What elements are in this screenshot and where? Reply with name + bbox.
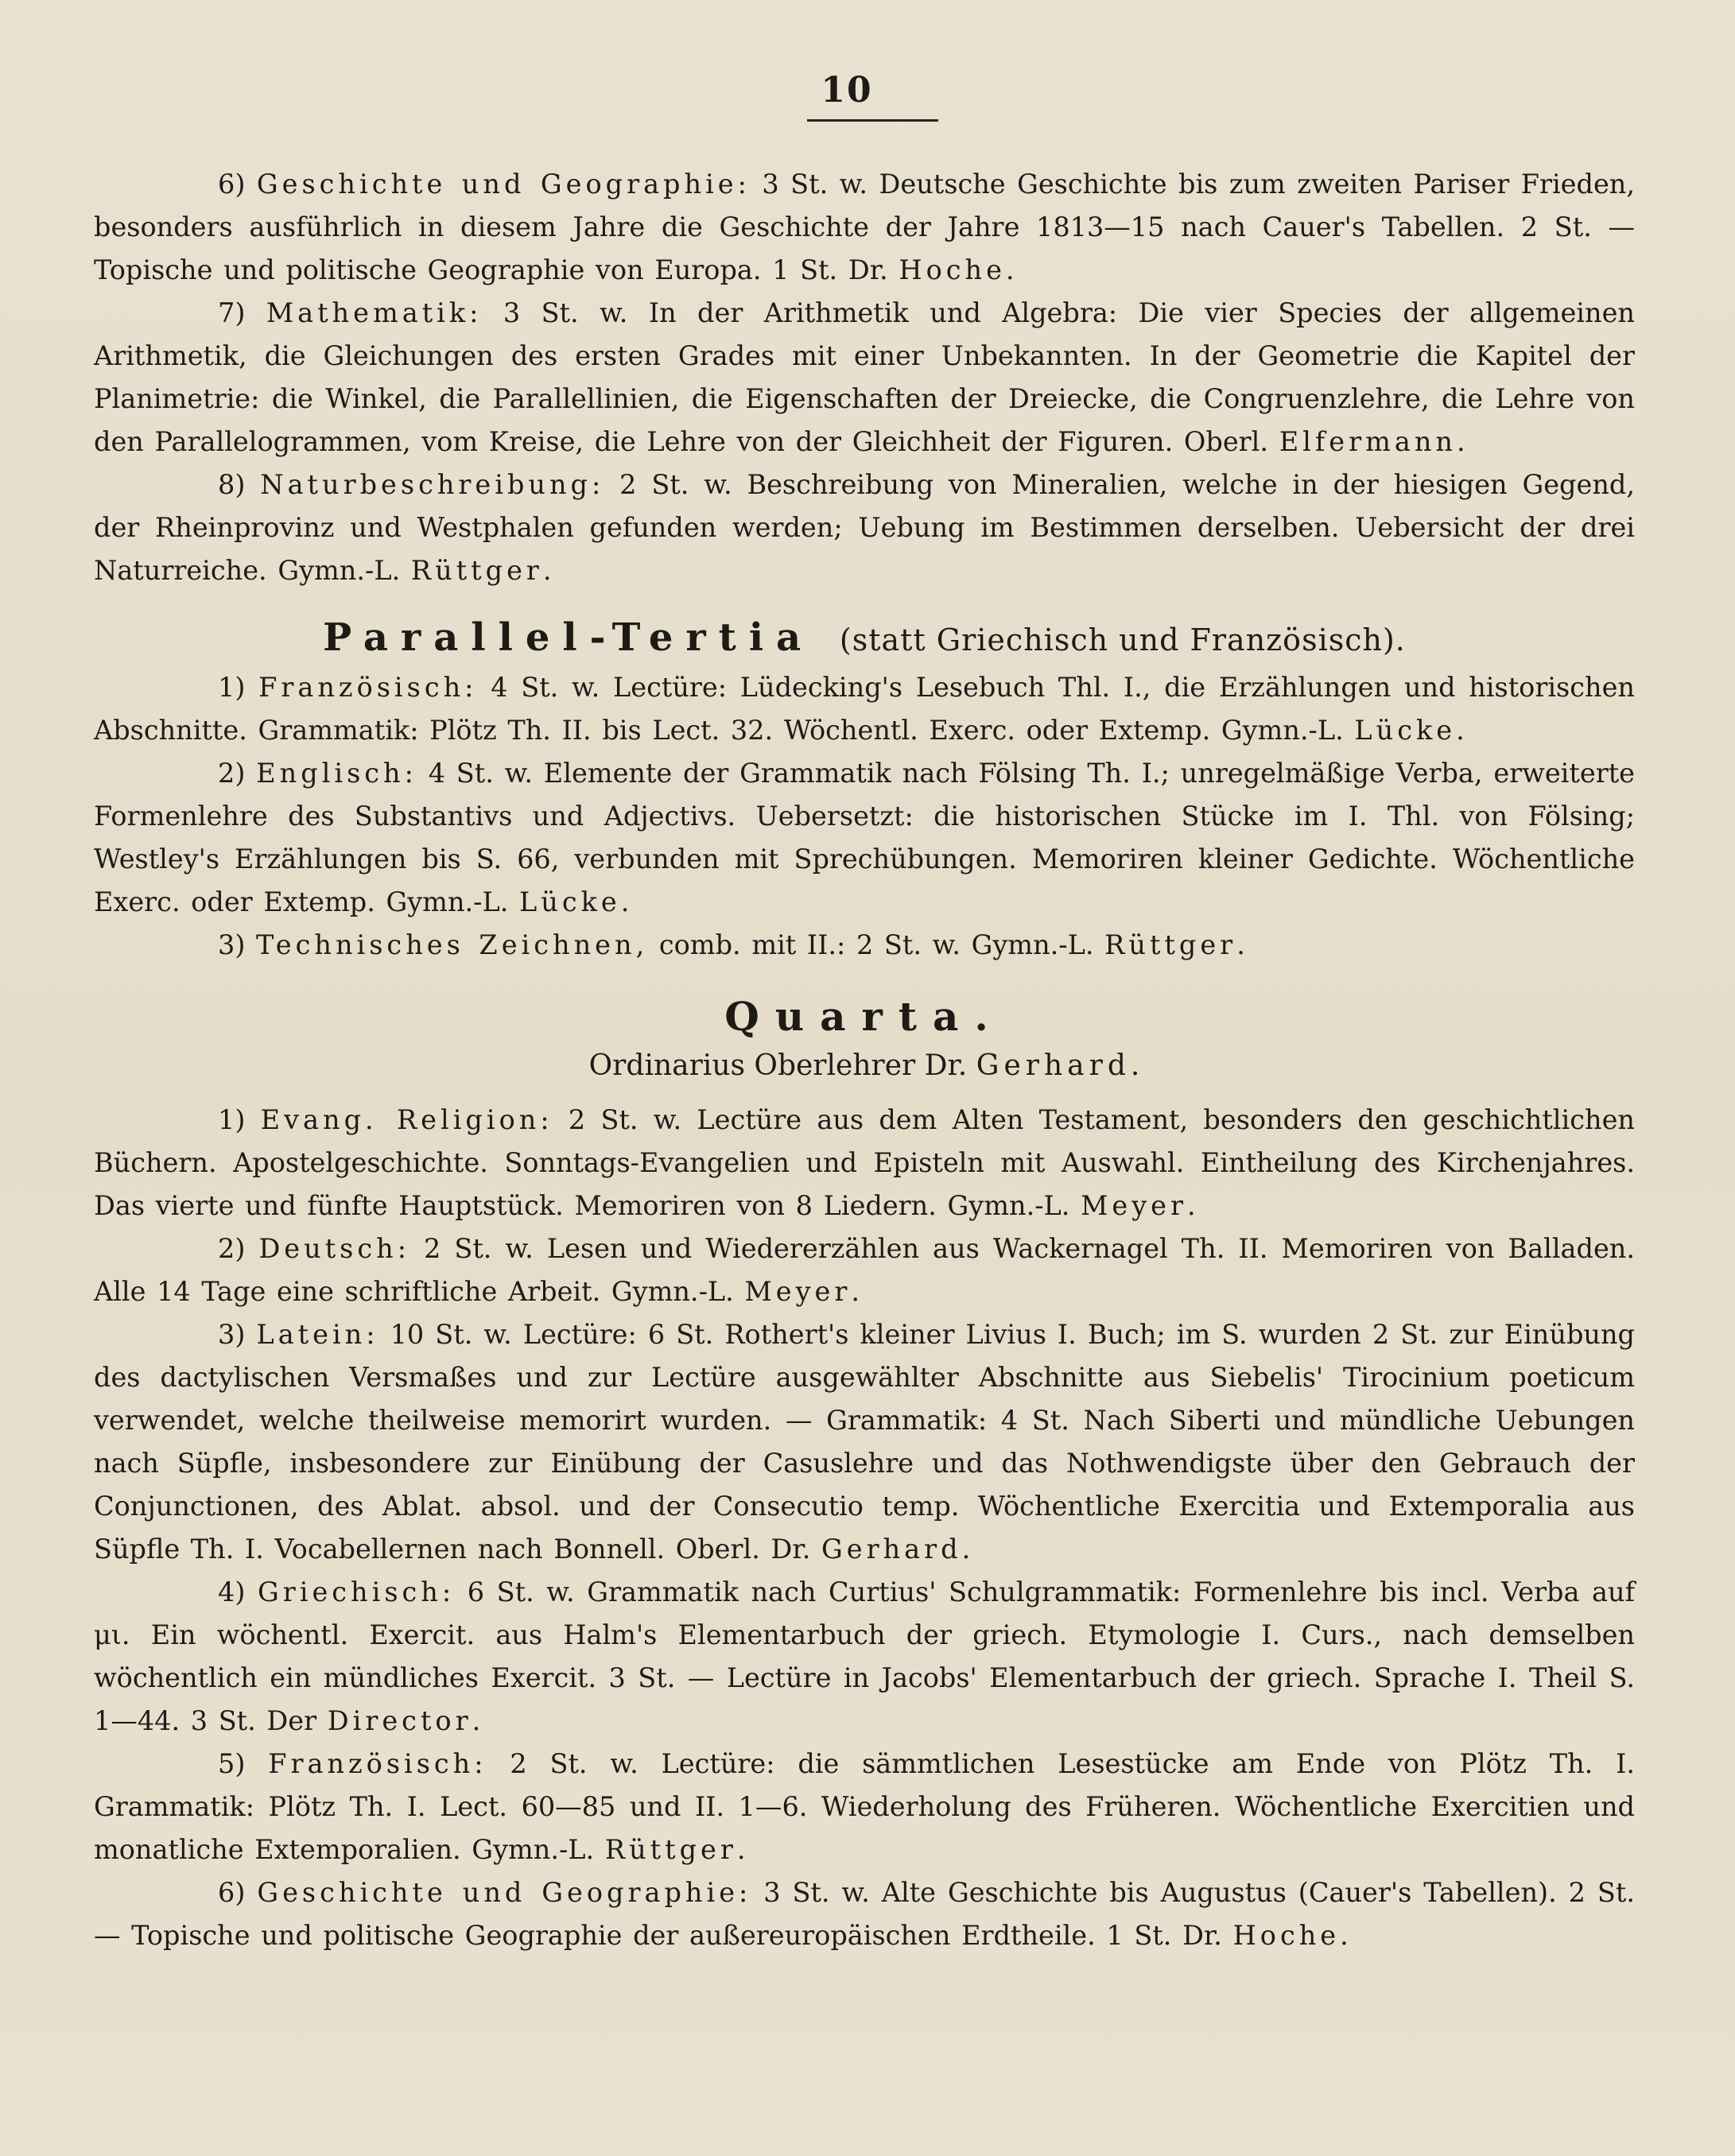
teacher: Director <box>327 1705 472 1736</box>
teacher: Rüttger <box>410 555 543 586</box>
teacher: Hoche <box>1232 1920 1341 1951</box>
subject: Geschichte und Geographie: <box>257 1877 752 1908</box>
teacher: Elfermann <box>1279 426 1457 457</box>
subject: Englisch: <box>256 758 417 789</box>
subject: Griechisch: <box>257 1576 456 1607</box>
subject: Evang. Religion: <box>260 1104 553 1135</box>
item-number: 8) <box>218 469 246 500</box>
teacher: Hoche <box>899 254 1006 285</box>
teacher: Rüttger <box>604 1834 737 1865</box>
subject: Deutsch: <box>258 1233 410 1264</box>
teacher: Lücke <box>519 886 621 917</box>
paragraph-text: 3 St. w. Deutsche Geschichte bis zum zweiten Pariser Frieden, besonders ausführlich in diesem Jahre die Geschichte der Jahre 1813—15 nach Cauer's Tabellen. 2 St. — Topische und politische Geographie von Europa. 1 St. Dr. <box>94 169 1636 285</box>
page-content <box>94 163 1635 1957</box>
paragraph-text: 4 St. w. Lectüre: Lüdecking's Lesebuch Thl. I., die Erzählungen und historischen Abschnitte. Grammatik: Plötz Th. II. bis Lect. 32. Wöchentl. Exerc. oder Extemp. Gymn.-L. <box>94 672 1635 746</box>
subject: Technisches Zeichnen, <box>256 929 649 960</box>
paragraph-text: 3 St. w. In der Arithmetik und Algebra: Die vier Species der allgemeinen Arithmetik, die Gleichungen des ersten Grades mit einer Unbekannten. In der Geometrie die Kapitel der Planimetrie: die Winkel, die Parallellinien, die Eigenschaften der Dreiecke, die Congruenzlehre, die Lehre von den Parallelogrammen, vom Kreise, die Lehre von der Gleichheit der Figuren. Oberl. <box>94 297 1635 457</box>
paragraph-naturbeschreibung: 8) Naturbeschreibung: 2 St. w. Beschreibung von Mineralien, welche in der hiesigen Gegend, der Rheinprovinz und Westphalen gefunden werden; Uebung im Bestimmen derselben. Uebersicht der drei Naturreiche. Gymn.-L. Rüttger. <box>94 469 1635 586</box>
item-number: 6) <box>218 1877 246 1908</box>
item-number: 2) <box>218 758 246 789</box>
paragraph-franzoesisch-quarta: 5) Französisch: 2 St. w. Lectüre: die sämmtlichen Lesestücke am Ende von Plötz Th. I. Grammatik: Plötz Th. I. Lect. 60—85 und II. 1—6. Wiederholung des Früheren. Wöchentliche Exercitien und monatliche Extemporalien. Gymn.-L. Rüttger. <box>94 1748 1635 1865</box>
item-number: 6) <box>218 169 246 200</box>
teacher: Gerhard <box>821 1534 962 1565</box>
teacher: Meyer <box>1081 1190 1188 1221</box>
paragraph-englisch: 2) Englisch: 4 St. w. Elemente der Grammatik nach Fölsing Th. I.; unregelmäßige Verba, erweiterte Formenlehre des Substantivs und Adjectivs. Uebersetzt: die historischen Stücke im I. Thl. von Fölsing; Westley's Erzählungen bis S. 66, verbunden mit Sprechübungen. Memoriren kleiner Gedichte. Wöchentliche Exerc. oder Extemp. Gymn.-L. Lücke. <box>94 758 1635 917</box>
item-number: 2) <box>218 1233 246 1264</box>
subject: Latein: <box>256 1319 379 1350</box>
page-number: 10 <box>821 70 873 111</box>
item-number: 1) <box>218 1104 246 1135</box>
item-number: 3) <box>218 1319 246 1350</box>
paragraph-text: 2 St. w. Lectüre aus dem Alten Testament, besonders den geschichtlichen Büchern. Apostelgeschichte. Sonntags-Evangelien und Episteln mit Auswahl. Eintheilung des Kirchenjahres. Das vierte und fünfte Hauptstück. Memoriren von 8 Liedern. Gymn.-L. <box>94 1104 1635 1221</box>
section-title: Parallel-Tertia <box>323 615 814 660</box>
paragraph-franzoesisch-parallel: 1) Französisch: 4 St. w. Lectüre: Lüdecking's Lesebuch Thl. I., die Erzählungen und historischen Abschnitte. Grammatik: Plötz Th. II. bis Lect. 32. Wöchentl. Exerc. oder Extemp. Gymn.-L. Lücke. <box>94 672 1635 746</box>
item-number: 7) <box>218 297 246 328</box>
item-number: 5) <box>218 1748 246 1779</box>
paragraph-geschichte-quarta: 6) Geschichte und Geographie: 3 St. w. Alte Geschichte bis Augustus (Cauer's Tabellen). 2 St. — Topische und politische Geographie der außereuropäischen Erdtheile. 1 St. Dr. Hoche. <box>94 1877 1635 1951</box>
section-heading-quarta: Quarta. <box>724 993 1004 1040</box>
paragraph-text: 10 St. w. Lectüre: 6 St. Rothert's kleiner Livius I. Buch; im S. wurden 2 St. zur Einübung des dactylischen Versmaßes und zur Lectüre ausgewählter Abschnitte aus Siebelis' Tirocinium poeticum verwendet, welche theilweise memorirt wurden. — Grammatik: 4 St. Nach Siberti und mündliche Uebungen nach Süpfle, insbesondere zur Einübung der Casuslehre und das Nothwendigste über den Gebrauch der Conjunctionen, des Ablat. absol. und der Consecutio temp. Wöchentliche Exercitia und Extemporalia aus Süpfle Th. I. Vocabellernen nach Bonnell. Oberl. Dr. <box>94 1319 1635 1565</box>
paragraph-deutsch: 2) Deutsch: 2 St. w. Lesen und Wiedererzählen aus Wackernagel Th. II. Memoriren von Balladen. Alle 14 Tage eine schriftliche Arbeit. Gymn.-L. Meyer. <box>94 1233 1635 1307</box>
paragraph-text: 2 St. w. Lectüre: die sämmtlichen Lesestücke am Ende von Plötz Th. I. Grammatik: Plötz Th. I. Lect. 60—85 und II. 1—6. Wiederholung des Früheren. Wöchentliche Exercitien und monatliche Extemporalien. Gymn.-L. <box>94 1748 1635 1865</box>
ordinarius-prefix: Ordinarius Oberlehrer Dr. <box>588 1049 968 1082</box>
paragraph-technisches-zeichnen: 3) Technisches Zeichnen, comb. mit II.: 2 St. w. Gymn.-L. Rüttger. <box>218 929 1245 960</box>
paragraph-text: 6 St. w. Grammatik nach Curtius' Schulgrammatik: Formenlehre bis incl. Verba auf μι. Ein wöchentl. Exercit. aus Halm's Elementarbuch der griech. Etymologie I. Curs., nach demselben wöchentlich ein mündliches Exercit. 3 St. — Lectüre in Jacobs' Elementarbuch der griech. Sprache I. Theil S. 1—44. 3 St. Der <box>94 1576 1635 1736</box>
item-number: 1) <box>218 672 246 703</box>
subject: Französisch: <box>258 672 478 703</box>
ordinarius-name: Gerhard <box>976 1049 1131 1082</box>
paragraph-text: 2 St. w. Beschreibung von Mineralien, welche in der hiesigen Gegend, der Rheinprovinz und Westphalen gefunden werden; Uebung im Bestimmen derselben. Uebersicht der drei Naturreiche. Gymn.-L. <box>94 469 1635 586</box>
section-heading-parallel-tertia <box>94 616 1635 661</box>
page-number-rule <box>807 119 938 122</box>
paragraph-geschichte-tertia: 6) Geschichte und Geographie: 3 St. w. Deutsche Geschichte bis zum zweiten Pariser Frieden, besonders ausführlich in diesem Jahre die Geschichte der Jahre 1813—15 nach Cauer's Tabellen. 2 St. — Topische und politische Geographie von Europa. 1 St. Dr. Hoche. <box>94 169 1636 285</box>
subject: Naturbeschreibung: <box>260 469 605 500</box>
item-number: 3) <box>218 929 246 960</box>
subject: Französisch: <box>268 1748 487 1779</box>
teacher: Lücke <box>1354 715 1457 746</box>
subject: Geschichte und Geographie: <box>256 169 751 200</box>
item-number: 4) <box>218 1576 246 1607</box>
paragraph-text: 3 St. w. Alte Geschichte bis Augustus (Cauer's Tabellen). 2 St. — Topische und politische Geographie der außereuropäischen Erdtheile. 1 St. Dr. <box>94 1877 1635 1951</box>
paragraph-latein: 3) Latein: 10 St. w. Lectüre: 6 St. Rothert's kleiner Livius I. Buch; im S. wurden 2 St. zur Einübung des dactylischen Versmaßes und zur Lectüre ausgewählter Abschnitte aus Siebelis' Tirocinium poeticum verwendet, welche theilweise memorirt wurden. — Grammatik: 4 St. Nach Siberti und mündliche Uebungen nach Süpfle, insbesondere zur Einübung der Casuslehre und das Nothwendigste über den Gebrauch der Conjunctionen, des Ablat. absol. und der Consecutio temp. Wöchentliche Exercitia und Extemporalia aus Süpfle Th. I. Vocabellernen nach Bonnell. Oberl. Dr. Gerhard. <box>94 1319 1635 1565</box>
paragraph-text: comb. mit II.: 2 St. w. Gymn.-L. <box>658 929 1094 960</box>
section-subtitle: (statt Griechisch und Französisch). <box>839 622 1406 657</box>
paragraph-griechisch: 4) Griechisch: 6 St. w. Grammatik nach Curtius' Schulgrammatik: Formenlehre bis incl. Verba auf μι. Ein wöchentl. Exercit. aus Halm's Elementarbuch der griech. Etymologie I. Curs., nach demselben wöchentlich ein mündliches Exercit. 3 St. — Lectüre in Jacobs' Elementarbuch der griech. Sprache I. Theil S. 1—44. 3 St. Der Director. <box>94 1576 1635 1736</box>
paragraph-mathematik: 7) Mathematik: 3 St. w. In der Arithmetik und Algebra: Die vier Species der allgemeinen Arithmetik, die Gleichungen des ersten Grades mit einer Unbekannten. In der Geometrie die Kapitel der Planimetrie: die Winkel, die Parallellinien, die Eigenschaften der Dreiecke, die Congruenzlehre, die Lehre von den Parallelogrammen, vom Kreise, die Lehre von der Gleichheit der Figuren. Oberl. Elfermann. <box>94 297 1635 457</box>
paragraph-text: 2 St. w. Lesen und Wiedererzählen aus Wackernagel Th. II. Memoriren von Balladen. Alle 14 Tage eine schriftliche Arbeit. Gymn.-L. <box>94 1233 1635 1307</box>
paragraph-religion: 1) Evang. Religion: 2 St. w. Lectüre aus dem Alten Testament, besonders den geschichtlichen Büchern. Apostelgeschichte. Sonntags-Evangelien und Episteln mit Auswahl. Eintheilung des Kirchenjahres. Das vierte und fünfte Hauptstück. Memoriren von 8 Liedern. Gymn.-L. Meyer. <box>94 1104 1635 1221</box>
ordinarius-line: Ordinarius Oberlehrer Dr. Gerhard. <box>588 1049 1140 1082</box>
paragraph-text: 4 St. w. Elemente der Grammatik nach Fölsing Th. I.; unregelmäßige Verba, erweiterte Formenlehre des Substantivs und Adjectivs. Uebersetzt: die historischen Stücke im I. Thl. von Fölsing; Westley's Erzählungen bis S. 66, verbunden mit Sprechübungen. Memoriren kleiner Gedichte. Wöchentliche Exerc. oder Extemp. Gymn.-L. <box>94 758 1635 917</box>
teacher: Rüttger <box>1104 929 1237 960</box>
subject: Mathematik: <box>266 297 483 328</box>
teacher: Meyer <box>744 1276 852 1307</box>
